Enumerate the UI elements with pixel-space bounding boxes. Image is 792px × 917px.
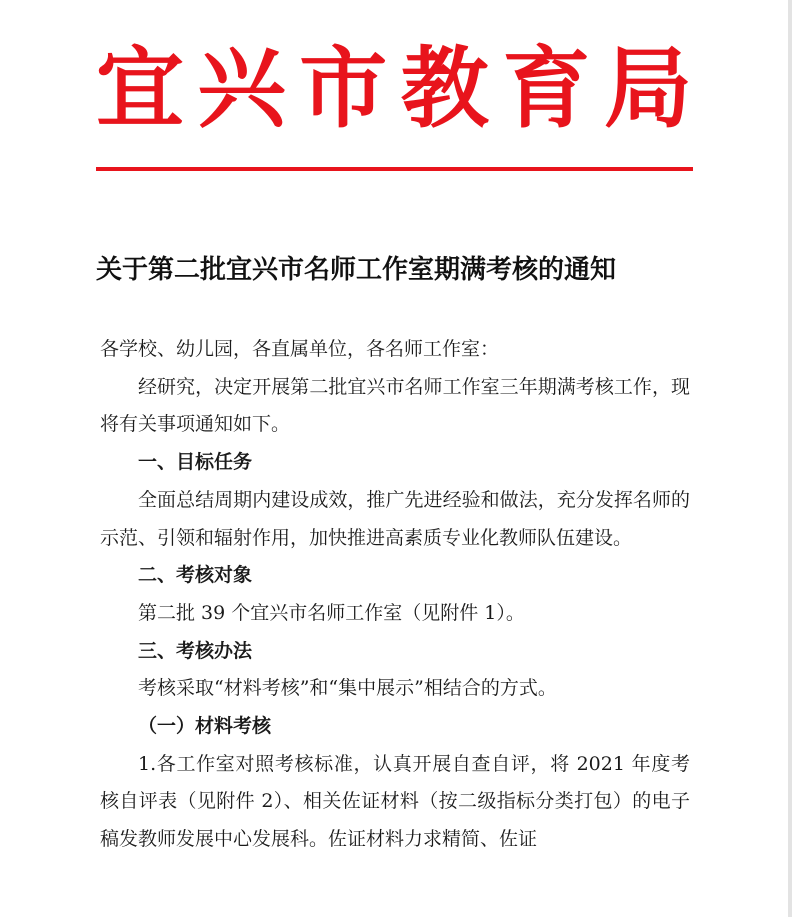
letterhead-title [96,34,692,144]
letterhead-char: 育 [502,37,591,140]
letterhead-char: 市 [299,37,388,140]
intro-paragraph: 经研究，决定开展第二批宜兴市名师工作室三年期满考核工作，现将有关事项通知如下。 [100,375,690,436]
document-body [100,331,690,859]
section-heading-methods: 三、考核办法 [138,639,253,662]
letterhead-divider [96,167,693,171]
section-text-targets: 第二批 39 个宜兴市名师工作室（见附件 1）。 [138,601,525,624]
salutation: 各学校、幼儿园，各直属单位，各名师工作室： [100,338,500,360]
section-heading-targets: 二、考核对象 [138,564,253,587]
letterhead-char: 兴 [197,37,286,140]
letterhead-char: 教 [400,37,489,140]
section-text-methods: 考核采取“材料考核”和“集中展示”相结合的方式。 [138,677,557,700]
section-text-goals: 全面总结周期内建设成效，推广先进经验和做法，充分发挥名师的示范、引领和辐射作用，加快推进高素质专业化教师队伍建设。 [100,488,690,549]
page-edge [788,0,792,917]
subsection-heading-material-review: （一）材料考核 [138,715,272,738]
letterhead-char: 局 [603,37,692,140]
document-title: 关于第二批宜兴市名师工作室期满考核的通知 [96,255,617,285]
section-heading-goals: 一、目标任务 [138,451,253,474]
letterhead-char: 宜 [96,37,185,140]
subsection-item-1: 1.各工作室对照考核标准，认真开展自查自评，将 2021 年度考核自评表（见附件 2）、相关佐证材料（按二级指标分类打包）的电子稿发教师发展中心发展科。佐证材料力求精简、佐证 [100,752,690,851]
